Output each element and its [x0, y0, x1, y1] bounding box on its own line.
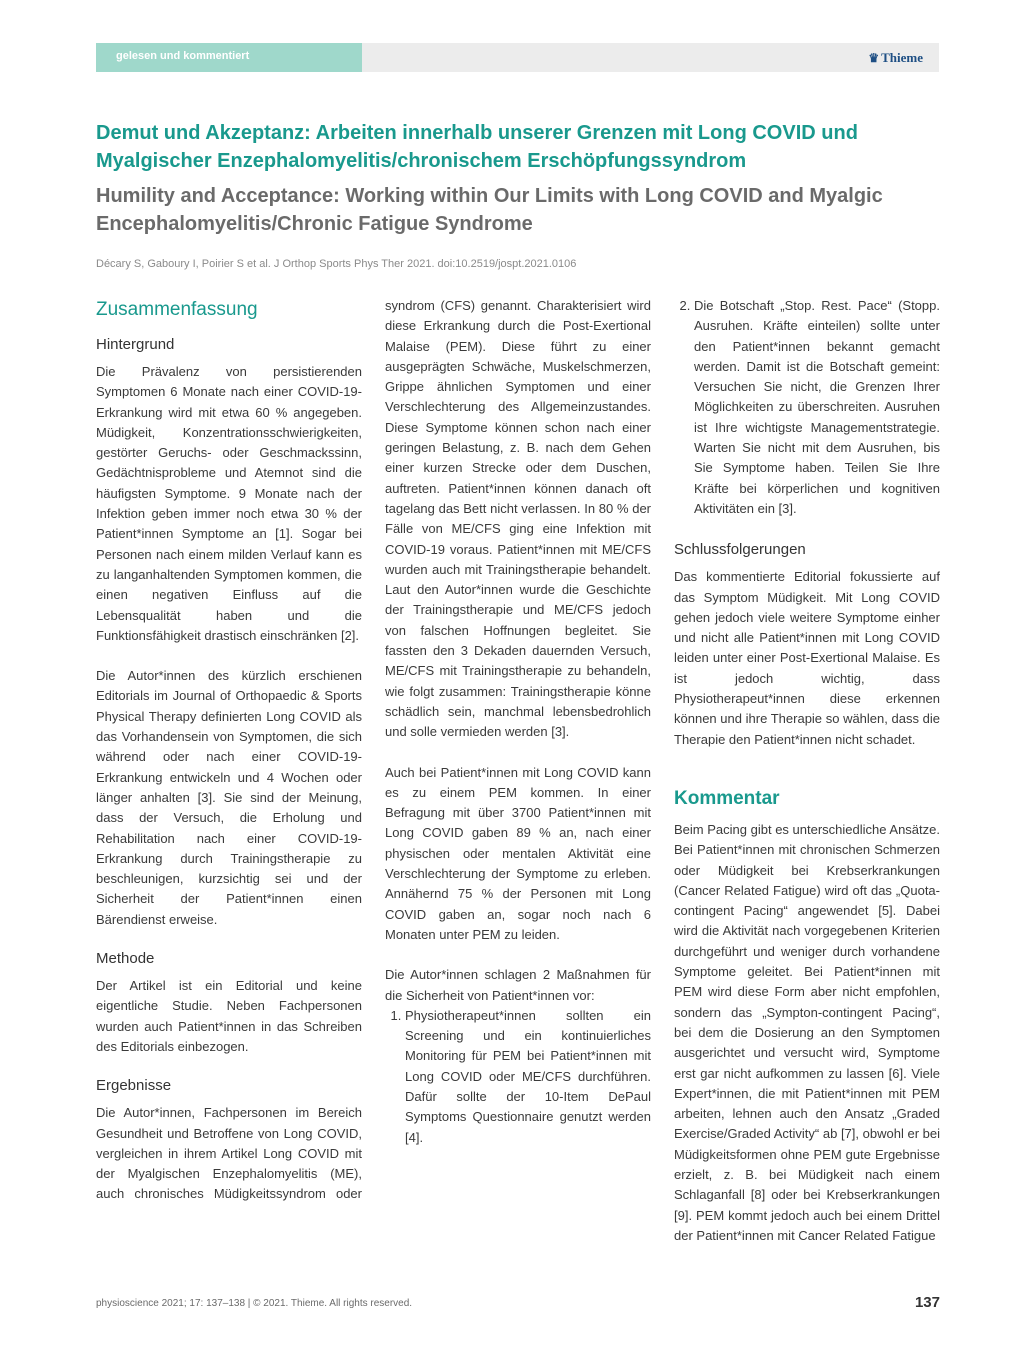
results-paragraph-1: Die Autor*innen, Fachpersonen im Bereich Gesundheit und Betroffene von Long COVID, vergleichen in ihrem Artikel Long COVID mit der Myalgischen Enzephalomyelitis (ME), auch chronisches Müdigkeitssyndrom oder — [96, 1105, 362, 1202]
column-1 — [96, 296, 362, 1205]
background-heading: Hintergrund — [96, 336, 175, 353]
citation: Décary S, Gaboury I, Poirier S et al. J Orthop Sports Phys Ther 2021. doi:10.2519/jospt.2021.0106 — [96, 258, 577, 270]
publisher-logo — [868, 43, 923, 72]
results-paragraph-3: Die Autor*innen schlagen 2 Maßnahmen für die Sicherheit von Patient*innen vor: — [385, 967, 651, 1003]
results-heading: Ergebnisse — [96, 1077, 172, 1095]
background-paragraph-2: Die Autor*innen des kürzlich erschienen Editorials im Journal of Orthopaedic & Sports Physical Therapy definierten Long COVID als das Vorhandensein von Symptomen, die sich während oder nach einer COVID-19-Erkrankung entwickeln und 4 Wochen oder länger anhalten [3]. Sie sind der Meinung, dass der Versuch, die Erholung und Rehabilitation nach einer COVID-19-Erkrankung durch Trainingstherapie zu beschleunigen, kurzsichtig sei und der Sicherheit der Patient*innen einen Bärendienst erweise. — [96, 668, 362, 927]
publisher-name: Thieme — [881, 50, 923, 65]
results-paragraph-1-continued: syndrom (CFS) genannt. Charakterisiert wird diese Erkrankung durch die Post-Exertional Malaise (PEM). Diese führt zu einer ausgeprägten Schwäche, Muskelschmerzen, Grippe ähnlichen Symptomen und einer Verschlechterung des Allgemeinzustandes. Diese Symptome können schon nach einer geringen Belastung, z. B. nach dem Gehen einer kurzen Strecke oder dem Duschen, auftreten. Patient*innen können danach oft tagelang das Bett nicht verlassen. In 80 % der Fälle von ME/CFS ging eine Infektion mit COVID-19 voraus. Patient*innen mit ME/CFS wurden auch mit Trainingstherapie behandelt. Laut den Autor*innen wurde die Geschichte der Trainingstherapie und ME/CFS jedoch von falschen Hoffnungen begleitet. Sie fassten den 3 Dekaden dauernden Versuch, ME/CFS mit Trainingstherapie zu behandeln, wie folgt zusammen: Trainingstherapie könne schädlich sein, manchmal lebensbedrohlich und solle vermieden werden [3]. — [385, 298, 651, 740]
page-number: 137 — [914, 1294, 940, 1311]
article-title-english: Humility and Acceptance: Working within Our Limits with Long COVID and Myalgic Encephalomyelitis/Chronic Fatigue Syndrome — [96, 185, 883, 235]
header-bar — [96, 43, 939, 72]
conclusions-paragraph: Das kommentierte Editorial fokussierte auf das Symptom Müdigkeit. Mit Long COVID gehen jedoch viele weitere Symptome einher und nicht alle Patient*innen mit Long COVID leiden unter einer Post-Exertional Malaise. Es ist jedoch wichtig, dass Physiotherapeut*innen diese erkennen können und ihre Therapie so wählen, dass die Therapie den Patient*innen nicht schadet. — [674, 569, 940, 747]
comment-heading: Kommentar — [674, 787, 780, 809]
results-paragraph-2: Auch bei Patient*innen mit Long COVID kann es zu einem PEM kommen. In einer Befragung mit über 3700 Patient*innen mit Long COVID gaben 89 % an, nach einer physischen oder mentalen Aktivität eine Verschlechterung der Symptome zu erleben. Annähernd 75 % der Personen mit Long COVID gaben an, sogar noch nach 6 Monaten unter PEM zu leiden. — [385, 764, 651, 942]
article-title-german: Demut und Akzeptanz: Arbeiten innerhalb unserer Grenzen mit Long COVID und Myalgischer Enzephalomyelitis/chronischem Erschöpfungssyndrom — [96, 122, 858, 172]
column-3 — [674, 296, 940, 1246]
thieme-logo-icon: ♛ — [868, 51, 880, 65]
method-heading: Methode — [96, 950, 155, 968]
measure-item: 1. Physiotherapeut*innen sollten ein Screening und ein kontinuierliches Monitoring für PEM bei Patient*innen mit Long COVID oder ME/CFS durchführen. Dafür sollte der 10-Item DePaul Symptoms Questionnaire genutzt werden [4]. — [405, 1006, 651, 1148]
section-tag: gelesen und kommentiert — [96, 43, 362, 72]
summary-title: Zusammenfassung — [96, 299, 258, 320]
measure-item: 2. Die Botschaft „Stop. Rest. Pace“ (Stopp. Ausruhen. Kräfte einteilen) sollte unter den Patient*innen bekannt gemacht werden. Damit ist die Botschaft gemeint: Versuchen Sie nicht, die Grenzen Ihrer Möglichkeiten zu überschreiten. Ausruhen ist Ihre wichtigste Managementstrategie. Warten Sie nicht mit dem Ausruhen, bis Sie Symptome haben. Teilen Sie Ihre Kräfte bei körperlichen und kognitiven Aktivitäten ein [3]. — [694, 296, 940, 519]
measures-list — [385, 1006, 651, 1148]
column-2 — [385, 296, 651, 1148]
background-paragraph-1: Die Prävalenz von persistierenden Symptomen 6 Monate nach einer COVID-19-Erkrankung wird mit etwa 60 % angegeben. Müdigkeit, Konzentrationsschwierigkeiten, gestörter Geruchs- oder Geschmackssinn, Gedächtnisprobleme und Atemnot sind die häufigsten Symptome. 9 Monate nach der Infektion geben immer noch etwa 30 % der Patient*innen Symptome an [1]. Sogar bei Personen nach einem milden Verlauf kann es zu langanhaltenden Symptomen kommen, die einen negativen Einfluss auf die Lebensqualität haben und die Funktionsfähigkeit drastisch einschränken [2]. — [96, 364, 362, 643]
footer-journal-info: physioscience 2021; 17: 137–138 | © 2021. Thieme. All rights reserved. — [96, 1298, 413, 1309]
method-paragraph: Der Artikel ist ein Editorial und keine eigentliche Studie. Neben Fachpersonen wurden auch Patient*innen in das Schreiben des Editorials einbezogen. — [96, 978, 362, 1054]
measures-list-continued — [674, 296, 940, 519]
conclusions-heading: Schlussfolgerungen — [674, 541, 806, 559]
comment-paragraph: Beim Pacing gibt es unterschiedliche Ansätze. Bei Patient*innen mit chronischen Schmerzen oder Müdigkeit bei Krebserkrankungen (Cancer Related Fatigue) wird oft das „Quota-contingent Pacing“ angewendet [5]. Dabei wird die Aktivität nach vorgegebenen Kriterien durchgeführt und weniger durch vorhandene Symptome geleitet. Bei Patient*innen mit PEM wird diese Form aber nicht empfohlen, sondern das „Sympton-contingent Pacing“, bei dem die Dosierung an den Symptomen ausgerichtet und versucht wird, Symptome erst gar nicht aufkommen zu lassen [6]. Viele Expert*innen, die mit Patient*innen mit PEM arbeiten, lehnen auch den Ansatz „Graded Exercise/Graded Activity“ ab [7], obwohl er bei Müdigkeitsformen ohne PEM gute Ergebnisse erzielt, z. B. bei Müdigkeit nach einem Schlaganfall [8] oder bei Krebserkrankungen [9]. PEM kommt jedoch auch bei einem Drittel der Patient*innen mit Cancer Related Fatigue — [674, 821, 940, 1243]
